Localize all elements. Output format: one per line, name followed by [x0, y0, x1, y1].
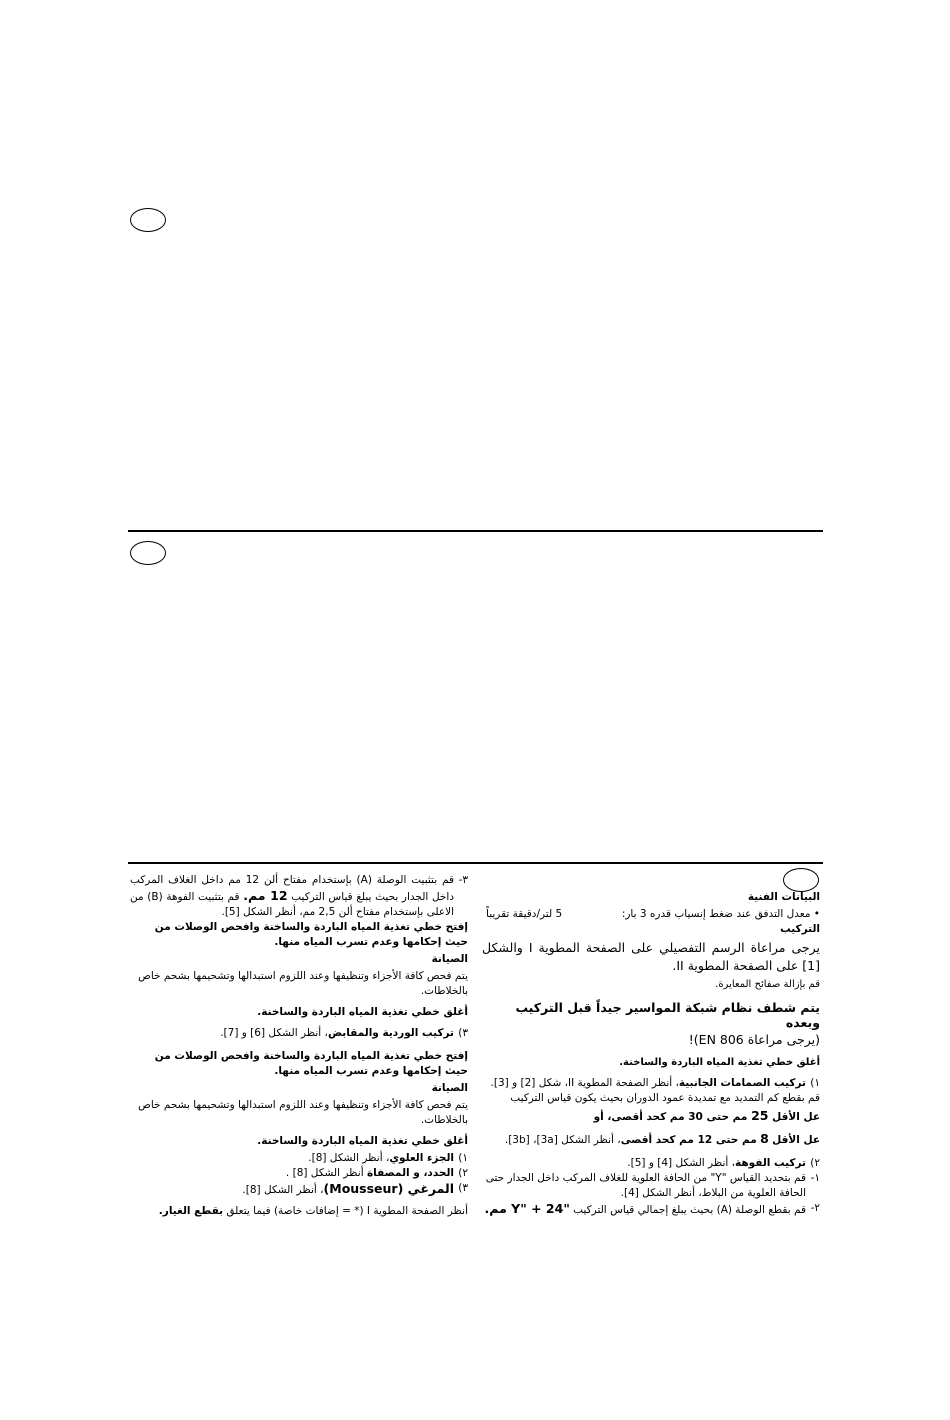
step-3: ٣) تركيب الوردية والمقابض، أنظر الشكل [6] و [7].	[220, 1027, 468, 1039]
substep-3-bold: 12 مم.	[243, 888, 288, 903]
step-2-number: ٢)	[810, 1157, 820, 1169]
language-oval-arabic	[783, 868, 819, 892]
maint-step-1: ١) الجزء العلوي، أنظر الشكل [8].	[308, 1152, 468, 1164]
substep-3-text: قم بتثبيت الوصلة (A) بإستخدام مفتاح ألن 12 مم داخل الغلاف المركب داخل الجدار بحيث يبلغ قياس التركيب	[130, 874, 455, 903]
step-2	[482, 1156, 820, 1171]
step-1	[482, 1076, 820, 1091]
maint-step-3-title: المرغي (Mousseur)	[323, 1181, 454, 1196]
open-check-note-2: إفتح خطي تغذية المياه الباردة والساخنة وافحص الوصلات من حيث إحكامها وعدم تسرب المياه منها.	[154, 1050, 468, 1077]
substep-1: ١- قم بتحديد القياس "Y" من الحافة العلوية للغلاف المركب داخل الجدار حتى الحافة العلوية من البلاط، أنظر الشكل [4].	[485, 1172, 820, 1199]
min-25-line: عل الأقل 25 مم حتى 30 مم كحد أقصى، أو	[593, 1108, 820, 1123]
maint-step-2-title: الحدد، و المصفاة	[366, 1167, 454, 1179]
substep-2-text: قم بقطع الوصلة (A) بحيث يبلغ إجمالي قياس التركيب	[573, 1204, 806, 1216]
section-divider-bottom	[128, 862, 823, 864]
install-paragraph-2: قم بإزالة صفائح المعايرة.	[715, 979, 820, 990]
step-3-title: تركيب الوردية والمقابض	[327, 1027, 454, 1039]
flow-label: • معدل التدفق عند ضغط إنسياب قدره 3 بار:	[621, 908, 820, 920]
install-paragraph-1: يرجى مراعاة الرسم التفصيلي على الصفحة المطوية I والشكل [1] على الصفحة المطوية II.	[482, 940, 820, 973]
maint-step-1-title: الجزء العلوي	[389, 1152, 454, 1164]
substep-3: ٣- قم بتثبيت الوصلة (A) بإستخدام مفتاح ألن 12 مم داخل الغلاف المركب داخل الجدار بحيث يبلغ قياس التركيب 12 مم. قم بتثبيت الفوهة (B) من الاعلى بإستخدام مفتاح ألن 2,5 مم، أنظر الشكل [5].	[130, 874, 468, 918]
maintenance-heading-2: الصيانة	[431, 1082, 468, 1094]
substep-2-formula: "Y" + 24 مم.	[484, 1201, 570, 1216]
left-column	[130, 873, 468, 1221]
step-1-ref: ، أنظر الصفحة المطوية II، شكل [2] و [3].	[490, 1077, 679, 1089]
maint-step-2: ٢) الحدد، و المصفاة أنظر الشكل [8] .	[285, 1167, 468, 1179]
flow-rate-row	[482, 907, 820, 922]
maint-step-1-ref: ، أنظر الشكل [8].	[308, 1152, 390, 1164]
flush-note: يتم شطف نظام شبكة المواسير جيداً قبل التركيب وبعده	[515, 1000, 820, 1030]
maintenance-text-2: يتم فحص كافة الأجزاء وتنظيفها وعند اللزوم استبدالها وتشحيمها بشحم خاص بالخلاطات.	[138, 1099, 468, 1126]
en-note: (يرجى مراعاة EN 806)!	[688, 1032, 820, 1047]
close-supply-note-1: أغلق خطي تغذية المياه الباردة والساخنة.	[257, 1006, 468, 1018]
close-supply-note: أغلق خطي تغذية المياه الباردة والساخنة.	[619, 1057, 820, 1068]
step-2-title: تركيب الفوهة	[735, 1157, 806, 1169]
min-8-line: عل الأقل 8 مم حتى 12 مم كحد أقصى، أنظر الشكل [3a]، [3b].	[504, 1131, 820, 1146]
step-3-ref: ، أنظر الشكل [6] و [7].	[220, 1027, 328, 1039]
maint-step-2-ref: أنظر الشكل [8] .	[285, 1167, 364, 1179]
install-heading: التركيب	[780, 923, 820, 935]
close-supply-note-2: أغلق خطي تغذية المياه الباردة والساخنة.	[257, 1135, 468, 1147]
maint-step-3-ref: ، أنظر الشكل [8].	[242, 1184, 324, 1196]
right-column	[482, 890, 820, 1218]
step-2-ref: ، أنظر الشكل [4] و [5].	[627, 1157, 736, 1169]
section-divider-middle	[128, 530, 823, 532]
step-1-text: قم بقطع كم التمديد مع تمديدة عمود الدوران بحيث يكون قياس التركيب	[510, 1092, 820, 1104]
language-oval-top	[130, 208, 166, 232]
open-check-note-1: إفتح خطي تغذية المياه الباردة والساخنة وافحص الوصلات من حيث إحكامها وعدم تسرب المياه منها.	[154, 921, 468, 948]
tech-heading: البيانات الفنية	[747, 891, 820, 903]
language-oval-middle	[130, 541, 166, 565]
step-1-number: ١)	[810, 1077, 820, 1089]
spare-parts-note: أنظر الصفحة المطوية I (* = إضافات خاصة) فيما يتعلق بقطع الغيار.	[158, 1205, 468, 1217]
substep-2: ٢- قم بقطع الوصلة (A) بحيث يبلغ إجمالي قياس التركيب "Y" + 24 مم.	[484, 1201, 820, 1216]
maintenance-heading-1: الصيانة	[431, 953, 468, 965]
substep-3-text2: قم بتثبيت الفوهة (B) من الاعلى بإستخدام مفتاح ألن 2,5 مم، أنظر الشكل [5].	[130, 891, 454, 918]
maintenance-text-1: يتم فحص كافة الأجزاء وتنظيفها وعند اللزوم استبدالها وتشحيمها بشحم خاص بالخلاطات.	[138, 970, 468, 997]
substep-1-text: قم بتحديد القياس "Y" من الحافة العلوية للغلاف المركب داخل الجدار حتى الحافة العلوية من البلاط، أنظر الشكل [4].	[485, 1172, 806, 1199]
maint-step-3: ٣) المرغي (Mousseur)، أنظر الشكل [8].	[242, 1181, 468, 1196]
flow-value: 5 لتر/دقيقة تقريباً	[486, 908, 563, 920]
step-1-title: تركيب الصمامات الجانبية	[678, 1077, 806, 1089]
